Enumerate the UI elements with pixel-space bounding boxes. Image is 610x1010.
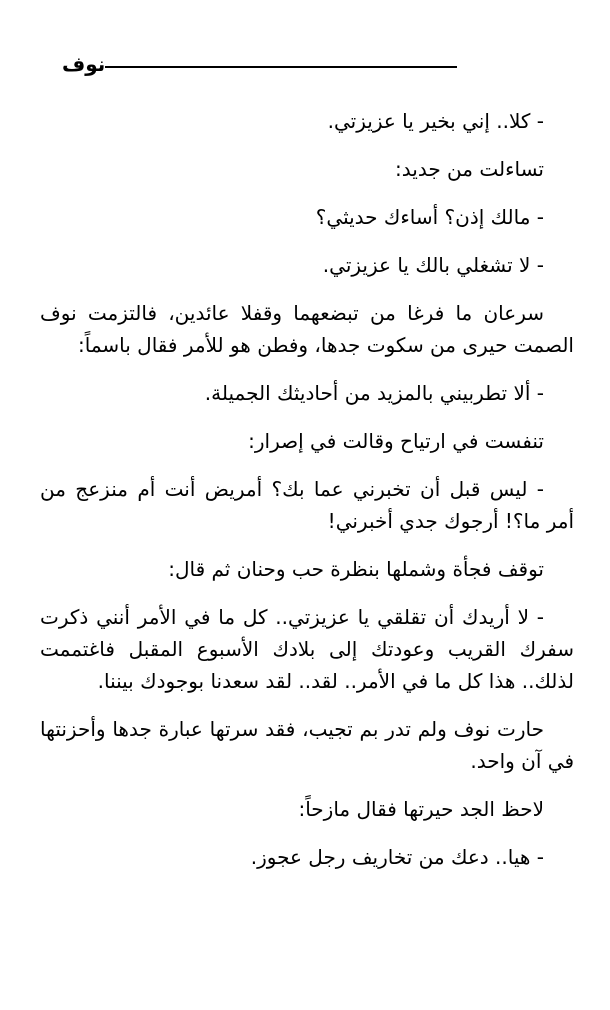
paragraph-3: - مالك إذن؟ أساءك حديثي؟ xyxy=(315,205,544,229)
paragraph-9: توقف فجأة وشملها بنظرة حب وحنان ثم قال: xyxy=(168,557,544,581)
paragraph-7: تنفست في ارتياح وقالت في إصرار: xyxy=(248,429,544,453)
header-title: نوف xyxy=(62,52,106,76)
paragraph-5: سرعان ما فرغا من تبضعهما وقفلا عائدين، فالتزمت نوف الصمت حيرى من سكوت جدها، وفطن هو للأمر فقال باسماً: xyxy=(40,301,574,357)
paragraph-2: تساءلت من جديد: xyxy=(395,157,544,181)
paragraph-12: لاحظ الجد حيرتها فقال مازحاً: xyxy=(298,797,544,821)
paragraph-8: - ليس قبل أن تخبرني عما بك؟ أمريض أنت أم منزعج من أمر ما؟! أرجوك جدي أخبرني! xyxy=(40,477,574,533)
paragraph-6: - ألا تطربيني بالمزيد من أحاديثك الجميلة. xyxy=(204,381,544,405)
running-header xyxy=(40,50,460,80)
paragraph-10: - لا أريدك أن تقلقي يا عزيزتي.. كل ما في الأمر أنني ذكرت سفرك القريب وعودتك إلى بلادك الأسبوع المقبل فاغتممت لذلك.. هذا كل ما في الأمر.. لقد.. لقد سعدنا بوجودك بيننا. xyxy=(40,605,574,693)
paragraph-4: - لا تشغلي بالك يا عزيزتي. xyxy=(322,253,544,277)
paragraph-11: حارت نوف ولم تدر بم تجيب، فقد سرتها عبارة جدها وأحزنتها في آن واحد. xyxy=(40,717,574,773)
page-body xyxy=(40,105,574,889)
paragraph-13: - هيا.. دعك من تخاريف رجل عجوز. xyxy=(250,845,544,869)
header-rule xyxy=(105,66,457,68)
paragraph-1: - كلا.. إني بخير يا عزيزتي. xyxy=(327,109,544,133)
